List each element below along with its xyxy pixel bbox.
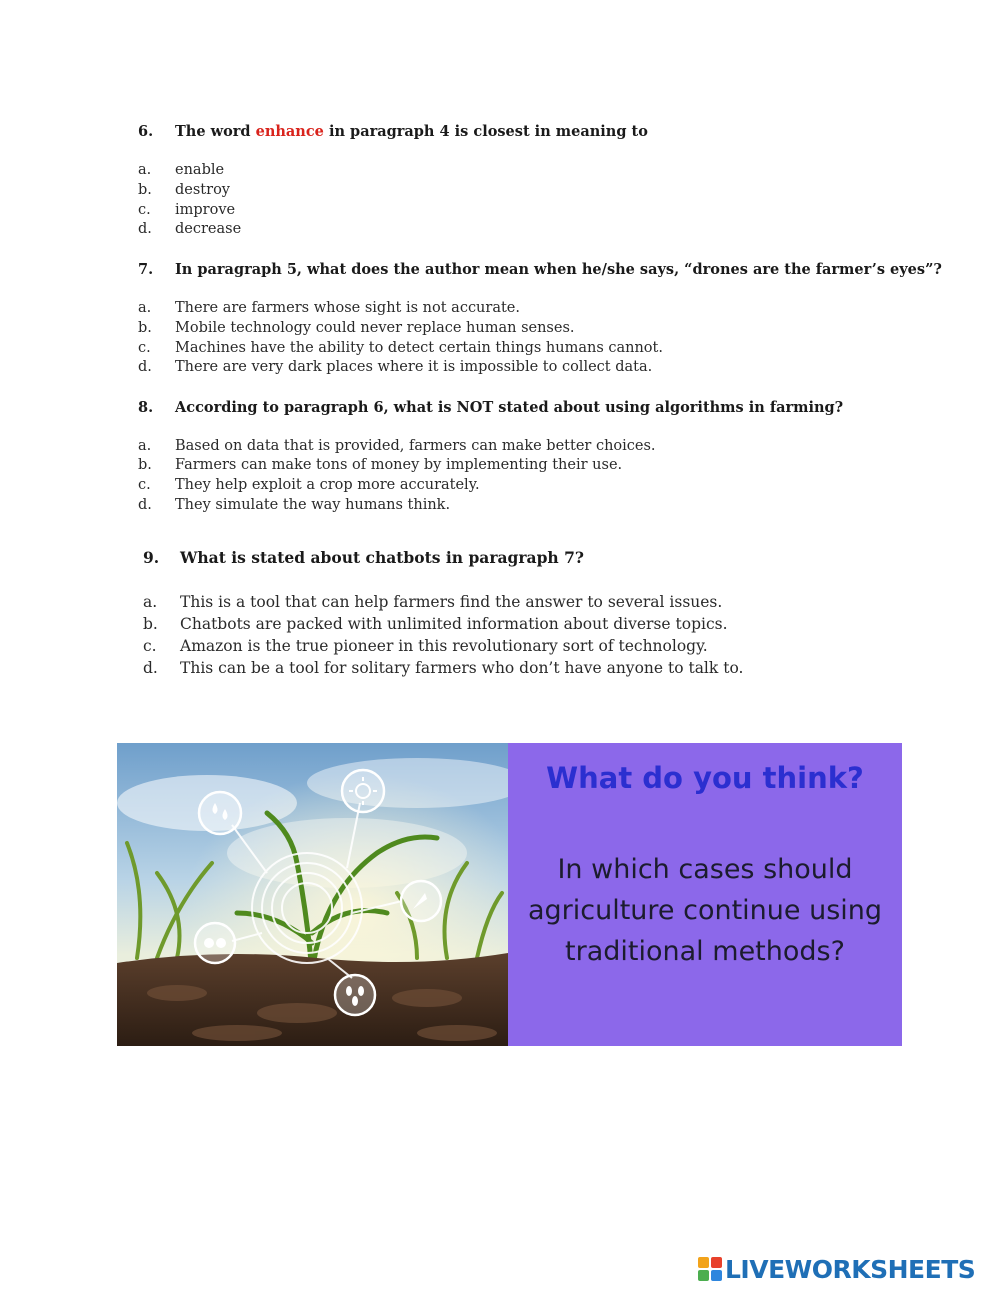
option-8a: a. Based on data that is provided, farmers can make better choices. — [138, 438, 656, 454]
pest-icon — [335, 975, 375, 1015]
seed-icon — [195, 923, 235, 963]
question-6-text-after: in paragraph 4 is closest in meaning to — [323, 123, 648, 140]
discussion-heading: What do you think? — [546, 761, 864, 795]
logo-blocks-icon — [698, 1257, 722, 1281]
option-9c: c. Amazon is the true pioneer in this revolutionary sort of technology. — [143, 637, 708, 655]
option-9d: d. This can be a tool for solitary farmers who don’t have anyone to talk to. — [143, 659, 744, 677]
question-7: 7. In paragraph 5, what does the author mean when he/she says, “drones are the farmer’s eyes”? — [138, 261, 942, 278]
option-8b: b. Farmers can make tons of money by implementing their use. — [138, 457, 623, 473]
liveworksheets-logo — [698, 1252, 975, 1286]
sun-icon — [342, 770, 384, 812]
question-9: 9. What is stated about chatbots in paragraph 7? — [143, 548, 584, 567]
option-7d: d. There are very dark places where it is impossible to collect data. — [138, 359, 653, 375]
weather-icon — [401, 881, 441, 921]
question-6: 6. The word enhance in paragraph 4 is closest in meaning to — [138, 123, 648, 140]
smart-farming-photo — [117, 743, 508, 1046]
water-drops-icon — [199, 792, 241, 834]
discussion-question: In which cases should agriculture continue using traditional methods? — [527, 854, 883, 967]
question-8: 8. According to paragraph 6, what is NOT stated about using algorithms in farming? — [138, 399, 844, 416]
highlighted-word: enhance — [255, 123, 324, 140]
option-6b: b. destroy — [138, 182, 230, 198]
discussion-panel — [508, 743, 902, 1046]
option-6d: d. decrease — [138, 221, 242, 237]
option-8c: c. They help exploit a crop more accurately. — [138, 477, 480, 493]
option-9a: a. This is a tool that can help farmers find the answer to several issues. — [143, 593, 723, 611]
question-6-text-before: The word — [175, 123, 256, 140]
option-6a: a. enable — [138, 162, 225, 178]
option-6c: c. improve — [138, 202, 236, 218]
option-8d: d. They simulate the way humans think. — [138, 497, 451, 513]
discussion-banner — [117, 743, 902, 1046]
option-7c: c. Machines have the ability to detect certain things humans cannot. — [138, 340, 663, 356]
option-7b: b. Mobile technology could never replace human senses. — [138, 320, 575, 336]
brand-name: LIVEWORKSHEETS — [725, 1254, 976, 1284]
option-7a: a. There are farmers whose sight is not accurate. — [138, 300, 520, 316]
option-9b: b. Chatbots are packed with unlimited information about diverse topics. — [143, 615, 728, 633]
